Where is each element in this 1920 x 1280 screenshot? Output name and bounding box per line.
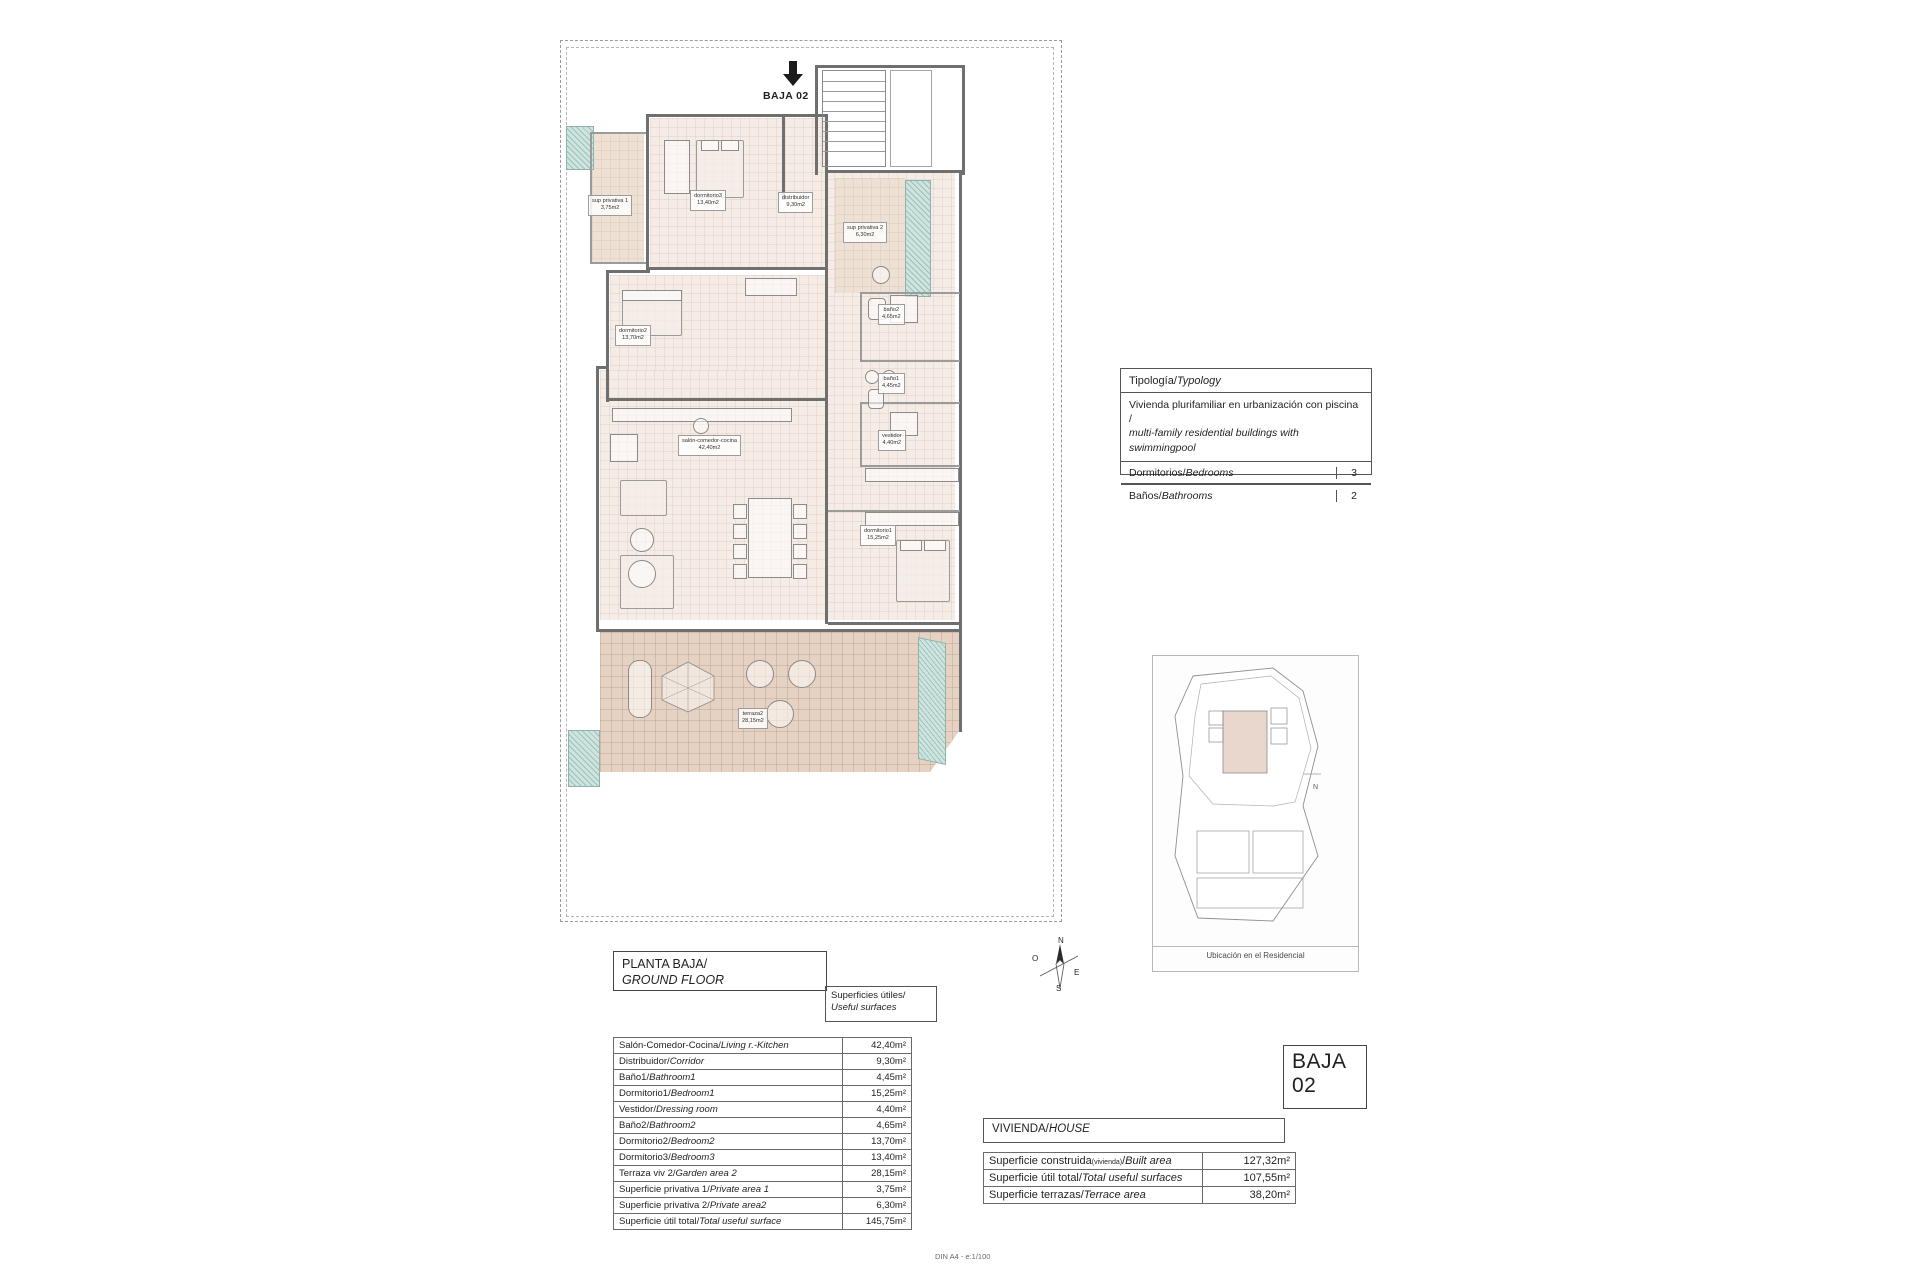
plan-title-es: PLANTA BAJA/ bbox=[622, 957, 708, 971]
wall bbox=[646, 114, 828, 117]
chair-icon bbox=[733, 504, 747, 519]
room-name: distribuidor bbox=[782, 195, 810, 201]
useful-surfaces-table bbox=[613, 1037, 912, 1230]
typology-label-es: Tipología/ bbox=[1129, 374, 1177, 387]
wardrobe-icon-bedroom1 bbox=[865, 512, 959, 526]
planter-icon-se bbox=[918, 637, 946, 765]
table-row bbox=[614, 1118, 912, 1134]
kitchen-appliance-icon bbox=[610, 434, 638, 462]
surface-label: Baño1/Bathroom1 bbox=[614, 1070, 843, 1086]
area-value: 38,20m² bbox=[1203, 1187, 1296, 1204]
surface-label: Dormitorio3/Bedroom3 bbox=[614, 1150, 843, 1166]
chair-icon bbox=[733, 564, 747, 579]
wall bbox=[860, 402, 862, 467]
surface-value: 15,25m² bbox=[843, 1086, 912, 1102]
compass-o: O bbox=[1032, 954, 1039, 963]
table-row bbox=[614, 1214, 912, 1230]
entrance-arrow-icon bbox=[782, 61, 804, 87]
wall bbox=[815, 65, 965, 68]
area-value: 127,32m² bbox=[1203, 1153, 1296, 1170]
room-area: 6,30m2 bbox=[855, 232, 875, 239]
compass-e: E bbox=[1074, 968, 1080, 977]
planter-icon-ne bbox=[905, 180, 931, 297]
surface-value: 6,30m² bbox=[843, 1198, 912, 1214]
chair-icon bbox=[733, 544, 747, 559]
wall bbox=[596, 366, 599, 632]
wall bbox=[825, 114, 828, 624]
floor-plan-drawing bbox=[560, 40, 1080, 920]
pillow-icon bbox=[622, 290, 682, 301]
table-row bbox=[614, 1086, 912, 1102]
site-location-map bbox=[1152, 655, 1359, 972]
surface-value: 4,65m² bbox=[843, 1118, 912, 1134]
room-tag-living-room bbox=[678, 435, 741, 456]
wall bbox=[828, 510, 862, 512]
surface-label: Superficie útil total/Total useful surface bbox=[614, 1214, 843, 1230]
bathrooms-label-es: Baños/ bbox=[1129, 489, 1162, 502]
table-row bbox=[614, 1166, 912, 1182]
table-row bbox=[984, 1153, 1296, 1170]
table-row bbox=[614, 1150, 912, 1166]
room-name: sup privativa 2 bbox=[847, 225, 884, 231]
bedrooms-value: 3 bbox=[1336, 467, 1371, 479]
room-tag-dressing-room bbox=[878, 430, 906, 451]
surface-value: 4,45m² bbox=[843, 1070, 912, 1086]
wall bbox=[860, 292, 960, 294]
room-tag-terrace bbox=[738, 708, 768, 729]
surface-value: 145,75m² bbox=[843, 1214, 912, 1230]
table-row bbox=[614, 1198, 912, 1214]
sink-icon bbox=[693, 418, 709, 434]
chair-icon bbox=[733, 524, 747, 539]
chair-icon bbox=[793, 504, 807, 519]
surface-value: 4,40m² bbox=[843, 1102, 912, 1118]
round-table-icon bbox=[628, 560, 656, 588]
wall bbox=[606, 398, 828, 401]
chair-icon bbox=[793, 564, 807, 579]
wall bbox=[828, 622, 962, 625]
room-area: 3,75m2 bbox=[600, 205, 620, 212]
room-name: dormitorio2 bbox=[619, 328, 647, 334]
table-row bbox=[984, 1170, 1296, 1187]
wardrobe-icon-bedroom2 bbox=[745, 278, 797, 296]
typology-text-es: Vivienda plurifamiliar en urbanización con piscina / bbox=[1129, 399, 1359, 426]
washbasin-icon bbox=[872, 266, 890, 284]
typology-box bbox=[1120, 368, 1372, 502]
room-name: salón-comedor-cocina bbox=[682, 438, 738, 444]
table-row bbox=[614, 1054, 912, 1070]
bathrooms-value: 2 bbox=[1336, 490, 1371, 502]
wall bbox=[860, 465, 960, 467]
room-area: 13,40m2 bbox=[697, 200, 719, 207]
pillow-icon bbox=[900, 540, 922, 551]
bathrooms-label-en: Bathrooms bbox=[1161, 489, 1213, 502]
area-label: Superficie construida(vivienda)/Built area bbox=[984, 1153, 1203, 1170]
bedrooms-label-en: Bedrooms bbox=[1185, 466, 1234, 479]
surface-value: 28,15m² bbox=[843, 1166, 912, 1182]
pillow-icon bbox=[721, 140, 739, 151]
compass-rose-icon bbox=[1030, 938, 1086, 1000]
areas-table bbox=[983, 1152, 1296, 1204]
staircase-icon bbox=[822, 70, 886, 167]
wall bbox=[590, 132, 646, 134]
useful-surfaces-header-en: Useful surfaces bbox=[831, 1002, 897, 1014]
house-header-en: HOUSE bbox=[1048, 1123, 1090, 1135]
room-name: sup privativa 1 bbox=[592, 198, 629, 204]
plan-title-box bbox=[613, 951, 827, 991]
room-tag-bedroom2 bbox=[615, 325, 651, 346]
table-row bbox=[614, 1070, 912, 1086]
room-tag-private-area-2 bbox=[843, 222, 887, 243]
surface-label: Baño2/Bathroom2 bbox=[614, 1118, 843, 1134]
wall bbox=[815, 65, 818, 175]
surface-label: Terraza viv 2/Garden area 2 bbox=[614, 1166, 843, 1182]
chair-icon bbox=[793, 524, 807, 539]
wardrobe-icon-bedroom3 bbox=[664, 140, 690, 194]
bedrooms-label-es: Dormitorios/ bbox=[1129, 466, 1186, 479]
room-area: 4,65m2 bbox=[882, 314, 901, 321]
table-row bbox=[614, 1182, 912, 1198]
table-row bbox=[984, 1187, 1296, 1204]
pillow-icon bbox=[701, 140, 719, 151]
location-caption: Ubicación en el Residencial bbox=[1153, 946, 1358, 964]
surface-value: 42,40m² bbox=[843, 1038, 912, 1054]
coffee-table-icon bbox=[630, 528, 654, 552]
surface-label: Superficie privativa 2/Private area2 bbox=[614, 1198, 843, 1214]
wall bbox=[646, 114, 649, 270]
wall bbox=[606, 270, 609, 402]
wall bbox=[860, 292, 862, 362]
table-row bbox=[614, 1038, 912, 1054]
wall bbox=[590, 262, 646, 264]
typology-text-en: multi-family residential buildings with swimmingpool bbox=[1129, 427, 1299, 454]
useful-surfaces-header-es: Superficies útiles/ bbox=[831, 990, 906, 1001]
stair-landing bbox=[890, 70, 932, 167]
pergola-icon bbox=[660, 660, 716, 714]
wall bbox=[646, 267, 828, 270]
plan-title-en: GROUND FLOOR bbox=[622, 972, 725, 987]
dining-table-icon bbox=[748, 498, 792, 578]
wall bbox=[606, 270, 650, 273]
surface-value: 13,70m² bbox=[843, 1134, 912, 1150]
wall bbox=[825, 170, 962, 173]
room-area: 15,25m2 bbox=[867, 535, 889, 542]
wall bbox=[596, 629, 962, 632]
outdoor-chair-icon bbox=[788, 660, 816, 688]
planter-icon-sw bbox=[568, 730, 600, 787]
surface-label: Salón-Comedor-Cocina/Living r.-Kitchen bbox=[614, 1038, 843, 1054]
svg-text:N: N bbox=[1313, 784, 1319, 791]
chair-icon bbox=[793, 544, 807, 559]
room-tag-bedroom1 bbox=[860, 525, 896, 546]
area-value: 107,55m² bbox=[1203, 1170, 1296, 1187]
sofa-icon bbox=[620, 480, 667, 516]
room-tag-bedroom3 bbox=[690, 190, 726, 211]
area-label: Superficie útil total/Total useful surfaces bbox=[984, 1170, 1203, 1187]
house-header-box bbox=[983, 1118, 1285, 1143]
room-name: dormitorio1 bbox=[864, 528, 892, 534]
outdoor-table-icon bbox=[766, 700, 794, 728]
lounger-icon bbox=[628, 660, 652, 718]
unit-badge bbox=[1283, 1045, 1367, 1109]
room-name: baño1 bbox=[883, 376, 900, 382]
washbasin-icon bbox=[865, 370, 879, 384]
room-tag-private-area-1 bbox=[588, 195, 632, 216]
room-tag-bathroom2 bbox=[878, 304, 905, 325]
surface-label: Distribuidor/Corridor bbox=[614, 1054, 843, 1070]
house-header-es: VIVIENDA/ bbox=[992, 1123, 1049, 1135]
unit-badge-line2: 02 bbox=[1292, 1074, 1317, 1097]
room-name: dormitorio3 bbox=[694, 193, 722, 199]
surface-value: 13,40m² bbox=[843, 1150, 912, 1166]
room-name: terraza2 bbox=[742, 711, 764, 717]
outdoor-chair-icon bbox=[746, 660, 774, 688]
unit-badge-line1: BAJA bbox=[1292, 1050, 1347, 1073]
wardrobe-icon-dressing bbox=[865, 468, 959, 482]
compass-n: N bbox=[1058, 936, 1064, 945]
plan-unit-label: BAJA 02 bbox=[763, 90, 809, 102]
room-area: 42,40m2 bbox=[698, 445, 721, 452]
wall bbox=[596, 366, 608, 369]
surface-value: 3,75m² bbox=[843, 1182, 912, 1198]
table-row bbox=[614, 1134, 912, 1150]
room-area: 4,40m2 bbox=[882, 440, 902, 447]
pillow-icon bbox=[924, 540, 946, 551]
surface-label: Dormitorio1/Bedroom1 bbox=[614, 1086, 843, 1102]
sheet-scale-note: DIN A4 - e:1/100 bbox=[935, 1252, 991, 1261]
surface-label: Superficie privativa 1/Private area 1 bbox=[614, 1182, 843, 1198]
room-name: baño2 bbox=[883, 307, 900, 313]
wall bbox=[959, 172, 962, 732]
room-area: 13,70m2 bbox=[622, 335, 644, 342]
wall bbox=[962, 65, 965, 175]
room-area: 4,45m2 bbox=[882, 383, 901, 390]
wall bbox=[860, 360, 960, 362]
surface-label: Dormitorio2/Bedroom2 bbox=[614, 1134, 843, 1150]
table-row bbox=[614, 1102, 912, 1118]
room-tag-bathroom1 bbox=[878, 373, 905, 394]
area-label: Superficie terrazas/Terrace area bbox=[984, 1187, 1203, 1204]
surface-label: Vestidor/Dressing room bbox=[614, 1102, 843, 1118]
room-area: 9,30m2 bbox=[786, 202, 806, 209]
compass-s: S bbox=[1056, 984, 1062, 993]
typology-label-en: Typology bbox=[1176, 374, 1221, 387]
useful-surfaces-header bbox=[825, 986, 937, 1022]
wall bbox=[782, 114, 785, 200]
room-area: 28,15m2 bbox=[742, 718, 764, 725]
room-name: vestidor bbox=[882, 433, 902, 439]
surface-value: 9,30m² bbox=[843, 1054, 912, 1070]
room-tag-corridor bbox=[778, 192, 813, 213]
